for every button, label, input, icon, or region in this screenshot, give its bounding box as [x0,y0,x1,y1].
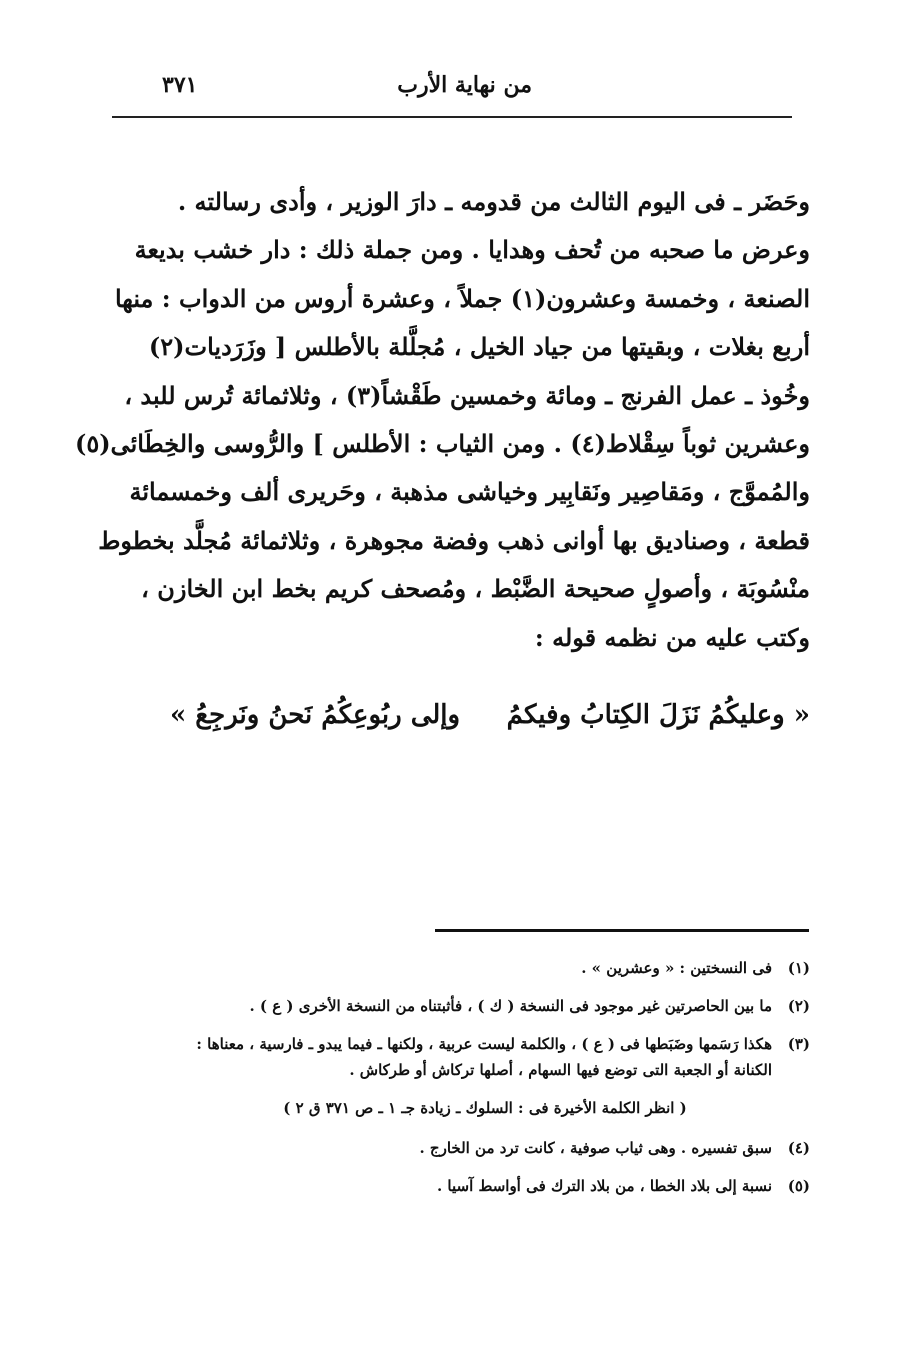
footnote-item [160,1173,810,1199]
footnote-item [160,1031,810,1083]
footnote-item [160,1135,810,1161]
footnote-text: فى النسختين : « وعشرين » . [581,959,772,977]
verse-hemistich-second: وإلى ربُوعِكُمُ نَحنُ ونَرجِعُ » [170,700,461,730]
footnote-text: نسبة إلى بلاد الخطا ، من بلاد الترك فى أواسط آسيا . [436,1177,772,1195]
text-line: وعرض ما صحبه من تُحف وهدايا . ومن جملة ذلك : دار خشب بديعة [134,235,810,265]
footnote-number: (٤) [787,1139,810,1157]
poem-verse [170,690,810,740]
footnote-text: هكذا رَسَمها وضَبَطها فى ( ع ) ، والكلمة ليست عربية ، ولكنها ـ فيما يبدو ـ فارسية ، معناها : الكنانة أو الجعبة التى توضع فيها السهام ، أصلها تركاش أو طركاش . [196,1035,772,1079]
footnotes [160,955,810,1211]
page-number: ٣٧١ [162,72,198,98]
text-line: أربع بغلات ، وبقيتها من جياد الخيل ، مُجلَّلة بالأطلس [ وزَرَديات(٢) [148,332,810,362]
main-text [74,178,810,662]
page-header [112,60,792,110]
text-line: الصنعة ، وخمسة وعشرون(١) جملاً ، وعشرة أروس من الدواب : منها [114,283,810,313]
footnote-text: سبق تفسيره . وهى ثياب صوفية ، كانت ترد من الخارج . [419,1139,772,1157]
text-line: منْسُوبَة ، وأصولٍ صحيحة الضَّبْط ، ومُصحف كريم بخط ابن الخازن ، [141,574,810,604]
text-line: والمُموَّج ، ومَقاصِير ونَقابِير وخياشى مذهبة ، وحَريرى ألف وخمسمائة [129,477,810,507]
footnote-number: (٣) [787,1035,810,1053]
running-title: من نهاية الأرب [397,72,532,98]
header-rule [112,116,792,118]
text-line: قطعة ، وصناديق بها أوانى ذهب وفضة مجوهرة ، وثلاثمائة مُجلَّد بخطوط [98,525,810,555]
verse-hemistich-first: « وعليكُمُ نَزَلَ الكِتابُ وفيكمُ [506,700,810,730]
text-line: وحَضَر ـ فى اليوم الثالث من قدومه ـ دارَ الوزير ، وأدى رسالته . [177,187,810,216]
footnote-number: (٥) [787,1177,810,1195]
footnote-item [160,993,810,1019]
text-line: وعشرين ثوباً سِقْلاط(٤) . ومن الثياب : الأطلس ] والرُّوسى والخِطَائى(٥) [74,429,810,459]
text-line: وخُوذ ـ عمل الفرنج ـ ومائة وخمسين طَقْشاً(٣) ، وثلاثمائة تُرس للبد ، [124,380,810,410]
footnote-number: (٢) [787,997,810,1015]
text-line: وكتب عليه من نظمه قوله : [534,622,810,652]
footnote-rule [435,929,809,932]
footnote-reference-note: ( انظر الكلمة الأخيرة فى : السلوك ـ زيادة جـ ١ ـ ص ٣٧١ ق ٢ ) [283,1099,687,1117]
footnote-number: (١) [787,959,810,977]
footnote-text: ما بين الحاصرتين غير موجود فى النسخة ( ك ) ، فأثبتناه من النسخة الأخرى ( ع ) . [249,997,772,1015]
footnote-item [160,955,810,981]
